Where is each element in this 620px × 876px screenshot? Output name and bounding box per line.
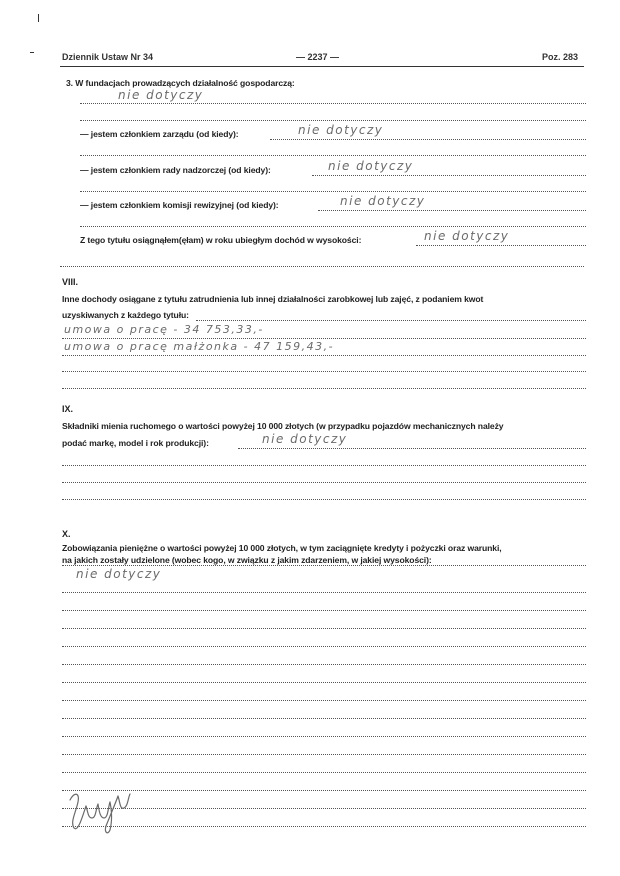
scan-mark <box>30 52 34 53</box>
answer-line <box>62 610 586 611</box>
answer-line <box>62 700 586 701</box>
answer-line <box>62 772 586 773</box>
answer-line <box>80 226 586 227</box>
answer-line <box>62 736 586 737</box>
section3-title: 3. W fundacjach prowadzących działalność gospodarczą: <box>66 78 295 88</box>
handwritten-answer: nie dotyczy <box>340 194 426 208</box>
handwritten-answer: nie dotyczy <box>424 229 510 243</box>
answer-line <box>318 210 586 211</box>
section10-number: X. <box>62 529 71 539</box>
answer-line <box>62 371 586 372</box>
answer-line <box>270 139 586 140</box>
audit-committee-label: — jestem członkiem komisji rewizyjnej (od kiedy): <box>80 200 279 210</box>
handwritten-answer: nie dotyczy <box>298 123 384 137</box>
answer-line <box>62 628 586 629</box>
answer-line <box>62 826 586 827</box>
section10-text-line1: Zobowiązania pieniężne o wartości powyżej 10 000 złotych, w tym zaciągnięte kredyty i pożyczki oraz warunki, <box>62 543 502 553</box>
answer-line <box>62 754 586 755</box>
answer-line <box>62 682 586 683</box>
answer-line <box>62 388 586 389</box>
handwritten-income-entry: umowa o pracę małżonka - 47 159,43,- <box>64 340 335 353</box>
header-position: Poz. 283 <box>542 52 579 62</box>
board-member-label: — jestem członkiem zarządu (od kiedy): <box>80 129 239 139</box>
header-page-number: — 2237 — <box>296 52 340 62</box>
answer-line <box>62 499 586 500</box>
section8-number: VIII. <box>62 277 79 287</box>
answer-line <box>62 355 586 356</box>
handwritten-answer: nie dotyczy <box>262 432 348 446</box>
answer-line <box>62 482 586 483</box>
section8-text-line1: Inne dochody osiągane z tytułu zatrudnienia lub innej działalności zarobkowej lub zajęć, z podaniem kwot <box>62 294 484 304</box>
answer-line <box>62 592 586 593</box>
section8-text-line2: uzyskiwanych z każdego tytułu: <box>62 310 189 320</box>
answer-line <box>196 320 586 321</box>
answer-line <box>62 465 586 466</box>
answer-line <box>416 245 586 246</box>
answer-line <box>62 646 586 647</box>
answer-line <box>80 103 586 104</box>
section9-number: IX. <box>62 404 74 414</box>
handwritten-answer: nie dotyczy <box>118 88 204 102</box>
answer-line <box>80 155 586 156</box>
answer-line <box>238 448 586 449</box>
answer-line <box>80 120 586 121</box>
section9-text-line2: podać markę, model i rok produkcji): <box>62 438 209 448</box>
header-journal-title: Dziennik Ustaw Nr 34 <box>62 52 154 62</box>
handwritten-income-entry: umowa o pracę - 34 753,33,- <box>64 323 264 336</box>
section10-text-line2: na jakich zostały udzielone (wobec kogo, w związku z jakim zdarzeniem, w jakiej wysokości): <box>62 555 432 565</box>
answer-line <box>62 338 586 339</box>
supervisory-board-label: — jestem członkiem rady nadzorczej (od kiedy): <box>80 165 271 175</box>
income-label: Z tego tytułu osiągnąłem(ęłam) w roku ubiegłym dochód w wysokości: <box>80 235 362 245</box>
answer-line <box>80 191 586 192</box>
header-rule <box>60 66 584 67</box>
scan-mark <box>38 14 39 22</box>
answer-line <box>62 664 586 665</box>
answer-line <box>62 790 586 791</box>
section9-text-line1: Składniki mienia ruchomego o wartości powyżej 10 000 złotych (w przypadku pojazdów mechanicznych należy <box>62 421 504 431</box>
answer-line <box>62 808 586 809</box>
answer-line <box>62 565 586 566</box>
handwritten-answer: nie dotyczy <box>328 159 414 173</box>
answer-line <box>62 718 586 719</box>
handwritten-answer: nie dotyczy <box>76 567 162 581</box>
answer-line <box>312 175 586 176</box>
handwritten-signature <box>66 788 136 836</box>
section-divider <box>60 266 584 267</box>
